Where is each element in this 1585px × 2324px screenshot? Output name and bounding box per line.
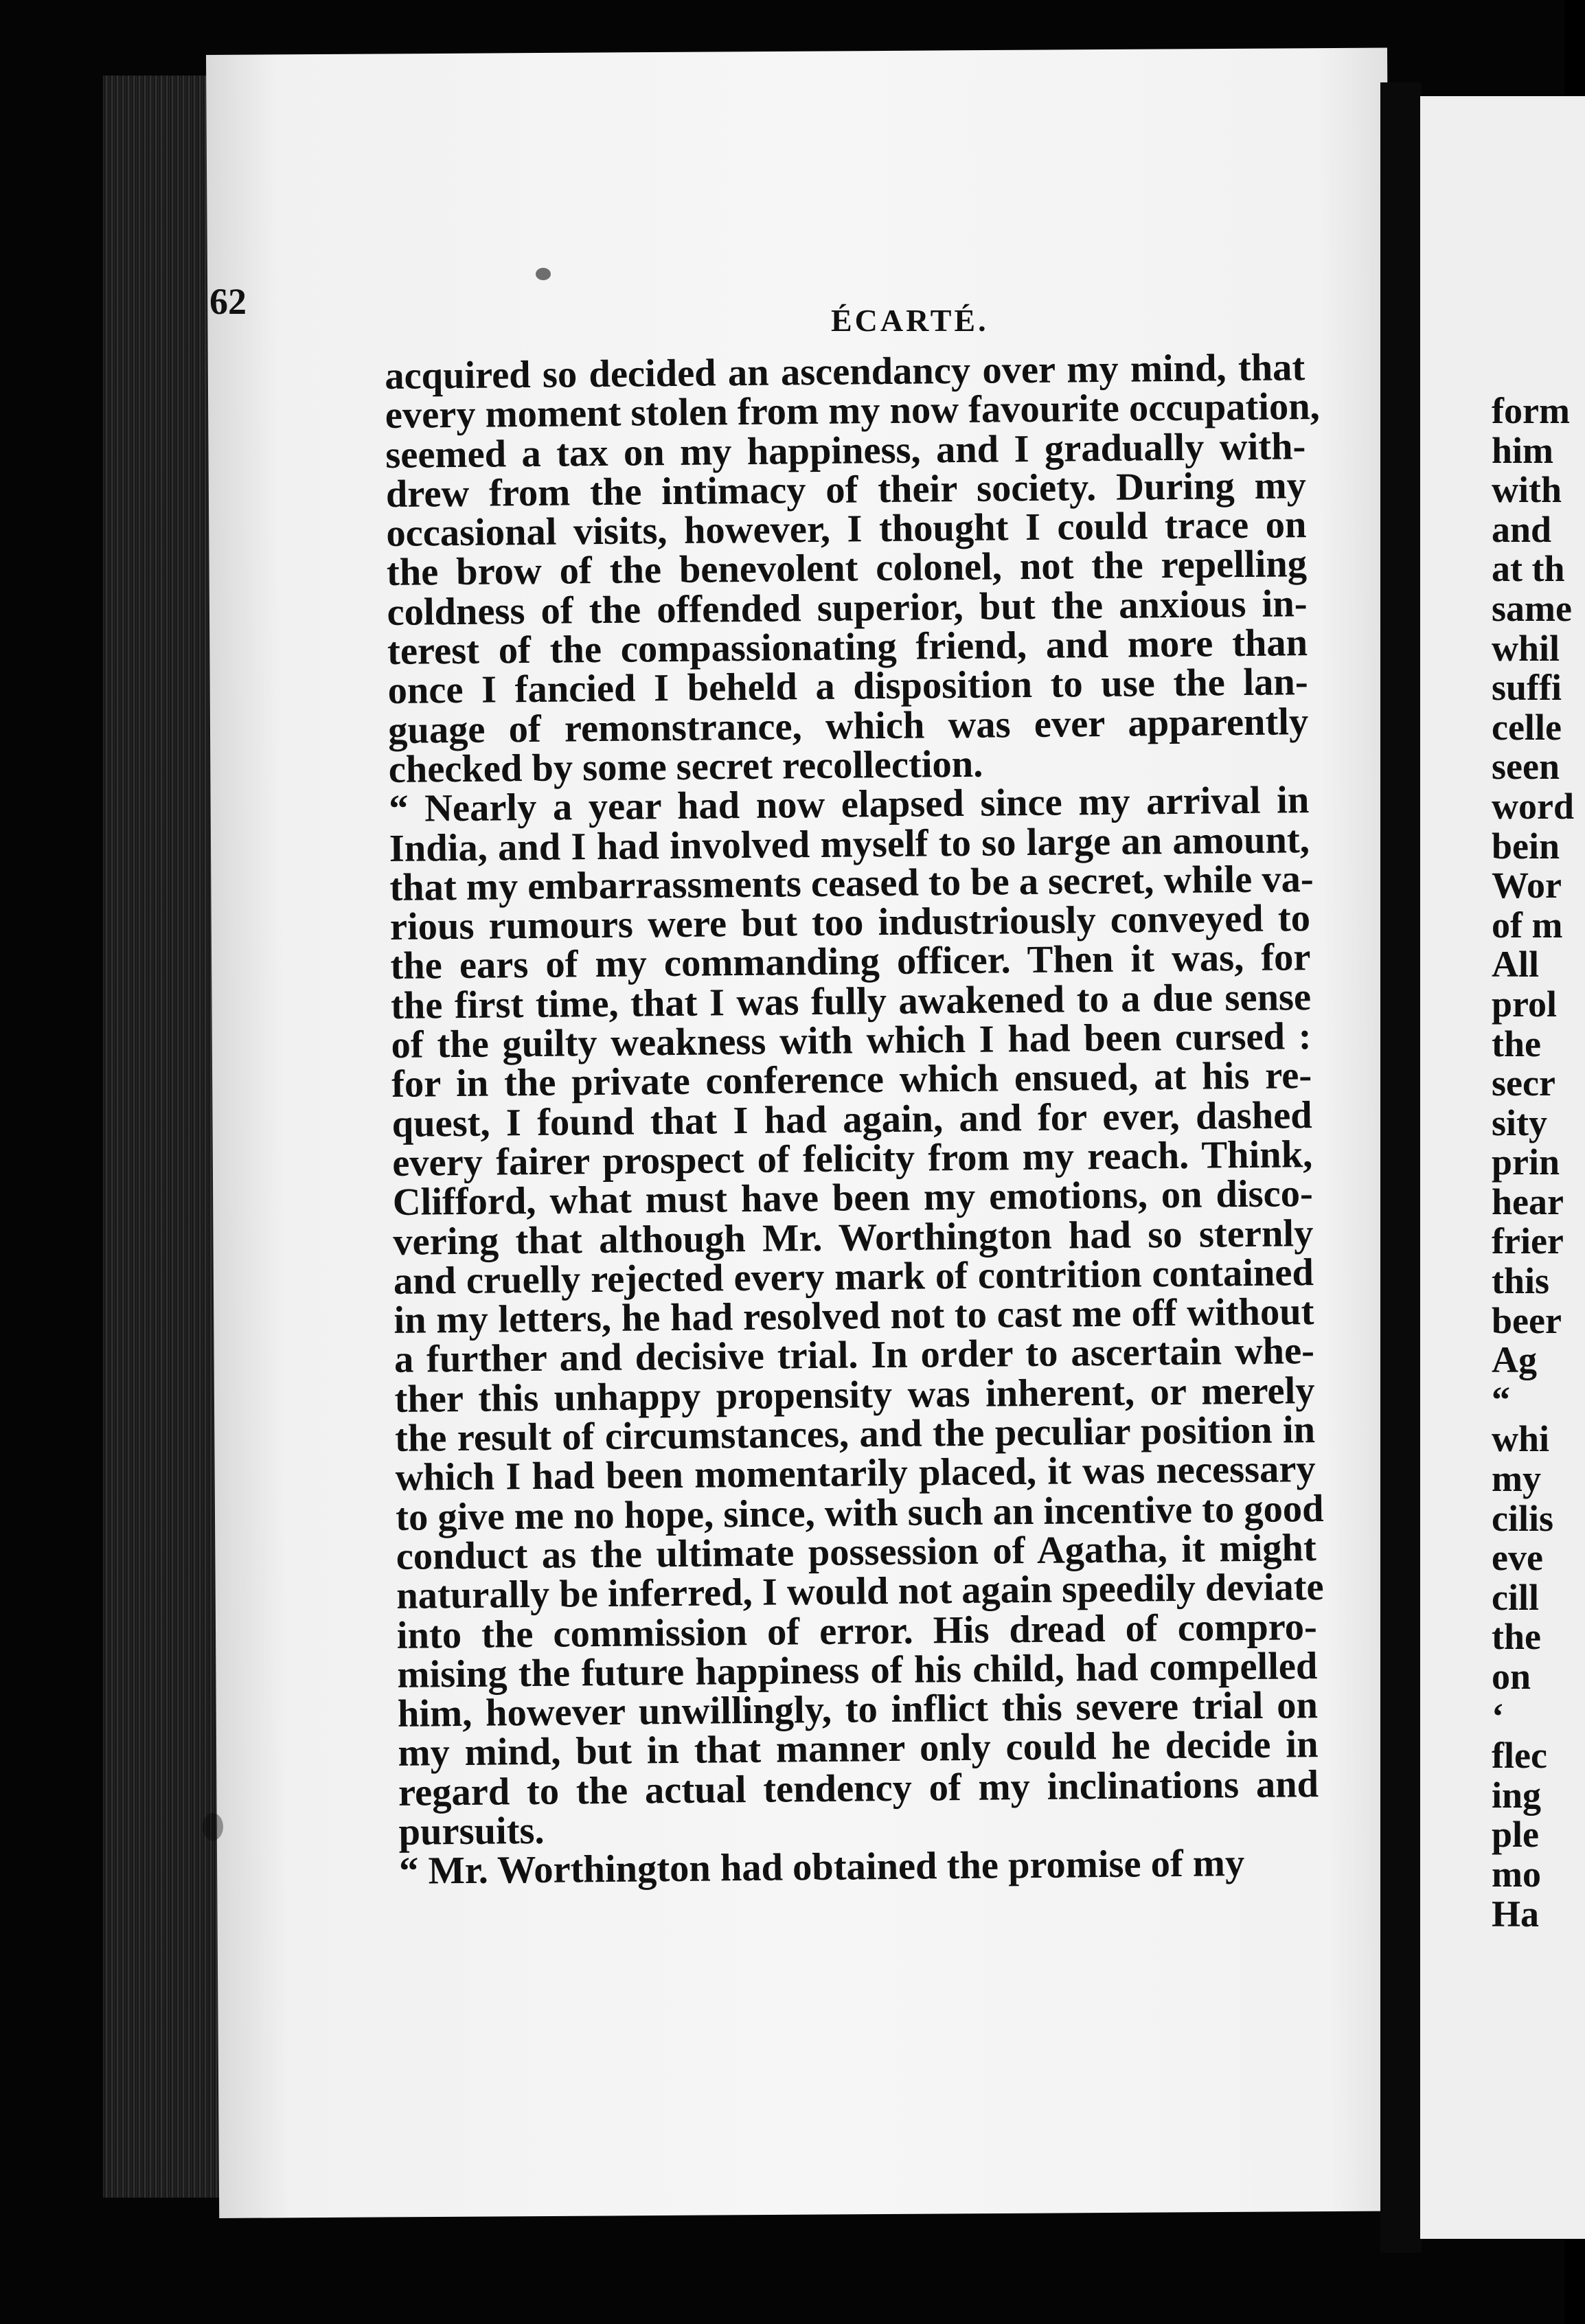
text-line: which I had been momentarily placed, it was necessary [395,1448,1316,1500]
text-line: “ Mr. Worthington had obtained the promise of my [398,1842,1245,1893]
text-line: “ Nearly a year had now elapsed since my arrival in [389,779,1310,831]
text-line: pursuits. [398,1809,545,1854]
text-line: for in the private conference which ensued, at his re- [391,1054,1312,1106]
facing-text-line: Wor [1492,865,1562,907]
facing-text-line: at th [1492,548,1565,590]
text-line: mising the future happiness of his child, had compelled [397,1644,1318,1696]
facing-text-line: ple [1492,1814,1540,1856]
facing-text-line: eve [1492,1537,1543,1579]
text-line: that my embarrassments ceased to be a secret, while va- [389,857,1314,909]
text-line: the result of circumstances, and the peculiar position in [394,1409,1316,1460]
text-line: drew from the intimacy of their society. During my [385,464,1307,516]
facing-text-line: the [1492,1616,1541,1658]
facing-text-line: cill [1492,1576,1539,1618]
facing-text-line: celle [1492,706,1562,748]
text-line: to give me no hope, since, with such an incentive to good [395,1487,1324,1539]
text-line: checked by some secret recollection. [388,742,983,791]
facing-text-line: on [1492,1656,1531,1697]
facing-text-line: Ha [1492,1893,1540,1935]
facing-text-line: “ [1492,1378,1510,1420]
running-title: ÉCARTÉ. [831,303,989,338]
text-line: terest of the compassionating friend, and more than [387,622,1308,674]
text-line: him, however unwillingly, to inflict this severe trial on [397,1684,1319,1736]
text-line: once I fancied I beheld a disposition to use the lan- [387,661,1308,713]
text-line: seemed a tax on my happiness, and I gradually with- [385,424,1306,477]
facing-text-line: suffi [1492,667,1562,709]
text-line: coldness of the offended superior, but the anxious in- [387,582,1308,634]
text-line: in my letters, he had resolved not to cast me off without [394,1290,1314,1343]
facing-text-line: prol [1492,983,1558,1025]
facing-text-line: prin [1492,1141,1560,1183]
facing-text-line: seen [1492,746,1560,788]
text-line: of the guilty weakness with which I had been cursed : [391,1015,1312,1067]
facing-text-line: form [1492,390,1570,431]
facing-text-line: word [1492,785,1574,827]
text-line: ther this unhappy propensity was inherent, or merely [394,1369,1315,1421]
text-line: every fairer prospect of felicity from my reach. Think, [391,1133,1313,1185]
facing-page-text [1492,390,1574,1935]
facing-text-line: of m [1492,904,1563,946]
text-line: into the commission of error. His dread of compro- [396,1605,1318,1657]
facing-text-line: ‘ [1492,1695,1504,1737]
text-line: rious rumours were but too industriously conveyed to [389,897,1311,949]
facing-text-line: my [1492,1458,1541,1500]
facing-text-line: bein [1492,825,1560,867]
facing-text-line: same [1492,587,1572,629]
facing-text-line: mo [1492,1853,1541,1895]
text-line: my mind, but in that manner only could he decide in [398,1723,1319,1775]
text-line: the first time, that I was fully awakened to a due sense [390,975,1312,1027]
text-line: Clifford, what must have been my emotions, on disco- [392,1172,1314,1224]
facing-text-line: him [1492,429,1554,471]
text-line: guage of remonstrance, which was ever apparently [387,700,1309,752]
facing-text-line: secr [1492,1062,1555,1104]
text-line: vering that although Mr. Worthington had so sternly [393,1211,1314,1264]
facing-text-line: cilis [1492,1497,1553,1539]
facing-text-line: ing [1492,1774,1542,1816]
facing-text-line: the [1492,1023,1541,1064]
facing-text-line: beer [1492,1299,1562,1341]
text-line: the brow of the benevolent colonel, not the repelling [386,543,1308,595]
text-line: India, and I had involved myself to so large an amount, [389,818,1310,870]
facing-text-line: hear [1492,1181,1564,1222]
text-line: regard to the actual tendency of my inclinations and [398,1762,1319,1814]
book-gutter [1380,82,1422,2253]
ink-smudge [536,268,551,280]
facing-text-line: whil [1492,627,1560,669]
text-line: quest, I found that I had again, and for ever, dashed [391,1093,1312,1146]
text-line: every moment stolen from my now favourite occupation, [385,385,1321,437]
text-line: naturally be inferred, I would not again speedily deviate [396,1566,1324,1618]
facing-text-line: with [1492,469,1562,511]
text-line: conduct as the ultimate possession of Agatha, it might [396,1526,1317,1578]
page-number: 62 [209,281,247,322]
text-line: the ears of my commanding officer. Then it was, for [390,936,1311,988]
facing-text-line: frier [1492,1220,1564,1262]
facing-text-line: whi [1492,1418,1550,1460]
facing-text-line: flec [1492,1735,1547,1777]
facing-text-line: this [1492,1260,1550,1302]
body-text [384,346,1324,1893]
facing-text-line: and [1492,508,1552,550]
text-line: and cruelly rejected every mark of contrition contained [393,1251,1314,1303]
text-line: acquired so decided an ascendancy over my mind, that [384,346,1305,398]
text-line: occasional visits, however, I thought I could trace on [386,503,1307,556]
facing-text-line: Ag [1492,1339,1537,1381]
text-line: a further and decisive trial. In order to ascertain whe- [394,1330,1315,1382]
facing-text-line: sity [1492,1102,1547,1143]
facing-text-line: All [1492,944,1540,986]
ink-smudge [203,1813,223,1841]
